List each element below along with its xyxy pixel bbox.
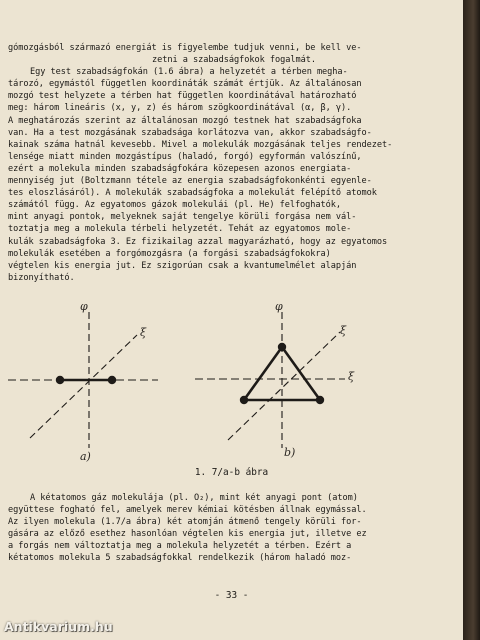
- diagonal-axis-a: [30, 335, 137, 438]
- text-line: mennyiség jut (Boltzmann tétele az energia szabadságfokonkénti egyenle-: [8, 176, 372, 187]
- text-line: kulák szabadságfoka 3. Ez fizikailag azzal magyarázható, hogy az egyatomos: [8, 236, 388, 247]
- text-line: toztatja meg a molekula térbeli helyzetét. Tehát az egyatomos mole-: [8, 224, 352, 235]
- axis-label-diagonal-b: ξ: [340, 324, 347, 337]
- text-line: zetni a szabadságfokok fogalmát.: [152, 55, 316, 66]
- figure-a: [8, 312, 158, 448]
- paragraph-1: [8, 42, 460, 284]
- figure-label-b: b): [284, 446, 296, 459]
- watermark: Antikvarium.hu: [4, 619, 113, 634]
- figure-label-a: a): [80, 450, 91, 463]
- text-line: meg: három lineáris (x, y, z) és három szögkoordinátával (α, β, γ).: [8, 103, 352, 114]
- text-line: mozgó test helyzete a térben hat független koordinátával határozható: [8, 91, 357, 102]
- atom-b-top: [278, 343, 286, 351]
- text-line: ezért a molekula minden szabadságfokára közepesen azonos energiata-: [8, 163, 352, 174]
- text-line: kainak száma hatnál kevesebb. Mivel a molekulák mozgásának teljes rendezet-: [8, 139, 393, 150]
- page-edge: [463, 0, 480, 640]
- figure-b: [195, 312, 345, 448]
- text-line: A meghatározás szerint az általánosan mozgó testnek hat szabadságfoka: [8, 115, 362, 126]
- figure-1-7: [0, 300, 463, 472]
- text-line: tározó, egymástól független koordináták számát értjük. Az általánosan: [8, 79, 362, 90]
- text-line: Egy test szabadságfokán (1.6 ábra) a helyzetét a térben megha-: [30, 67, 348, 78]
- text-line: A kétatomos gáz molekulája (pl. O₂), mint két anyagi pont (atom): [30, 493, 358, 503]
- text-line: van. Ha a test mozgásának szabadsága korlátozva van, akkor szabadságfo-: [8, 127, 372, 138]
- atom-b-left: [240, 396, 248, 404]
- axis-label-vertical-a: φ: [80, 300, 88, 313]
- figure-diagram: [0, 300, 463, 472]
- text-line: végtelen kis energia jut. Ez szigorúan csak a kvantumelmélet alapján: [8, 260, 357, 271]
- text-line: gására az előző esethez hasonlóan végtelen kis energia jut, illetve ez: [8, 529, 367, 540]
- text-line: gómozgásból származó energiát is figyelembe tudjuk venni, be kell ve-: [8, 43, 362, 53]
- text-line: lensége miatt minden mozgástípus (haladó, forgó) egyformán valószínű,: [8, 151, 362, 162]
- text-line: bizonyítható.: [8, 272, 75, 283]
- axis-label-diagonal-a: ξ: [140, 326, 147, 339]
- paragraph-2: [8, 492, 460, 565]
- text-line: Az ilyen molekula (1.7/a ábra) két atomján átmenő tengely körüli for-: [8, 517, 362, 528]
- text-line: molekulák esetében a forgómozgásra (a forgási szabadságfokokra): [8, 248, 331, 259]
- text-line: számától függ. Az egyatomos gázok molekulái (pl. He) felfoghatók,: [8, 200, 342, 211]
- figure-caption: 1. 7/a-b ábra: [194, 467, 269, 478]
- text-line: mint anyagi pontok, melyeknek saját tengelye körüli forgása nem vál-: [8, 212, 357, 223]
- axis-label-horizontal-b: ξ: [348, 370, 355, 383]
- atom-a-1: [56, 376, 64, 384]
- text-line: együttese fogható fel, amelyek merev kémiai kötésben állnak egymással.: [8, 505, 367, 516]
- text-line: tes eloszlásáról). A molekulák szabadságfoka a molekulát felépítő atomok: [8, 188, 377, 199]
- atom-b-right: [316, 396, 324, 404]
- atom-a-2: [108, 376, 116, 384]
- page-number: - 33 -: [214, 590, 249, 601]
- axis-label-vertical-b: φ: [275, 300, 283, 313]
- text-line: a forgás nem változtatja meg a molekula helyzetét a térben. Ezért a: [8, 541, 352, 552]
- text-line: kétatomos molekula 5 szabadságfokkal rendelkezik (három haladó moz-: [8, 553, 352, 564]
